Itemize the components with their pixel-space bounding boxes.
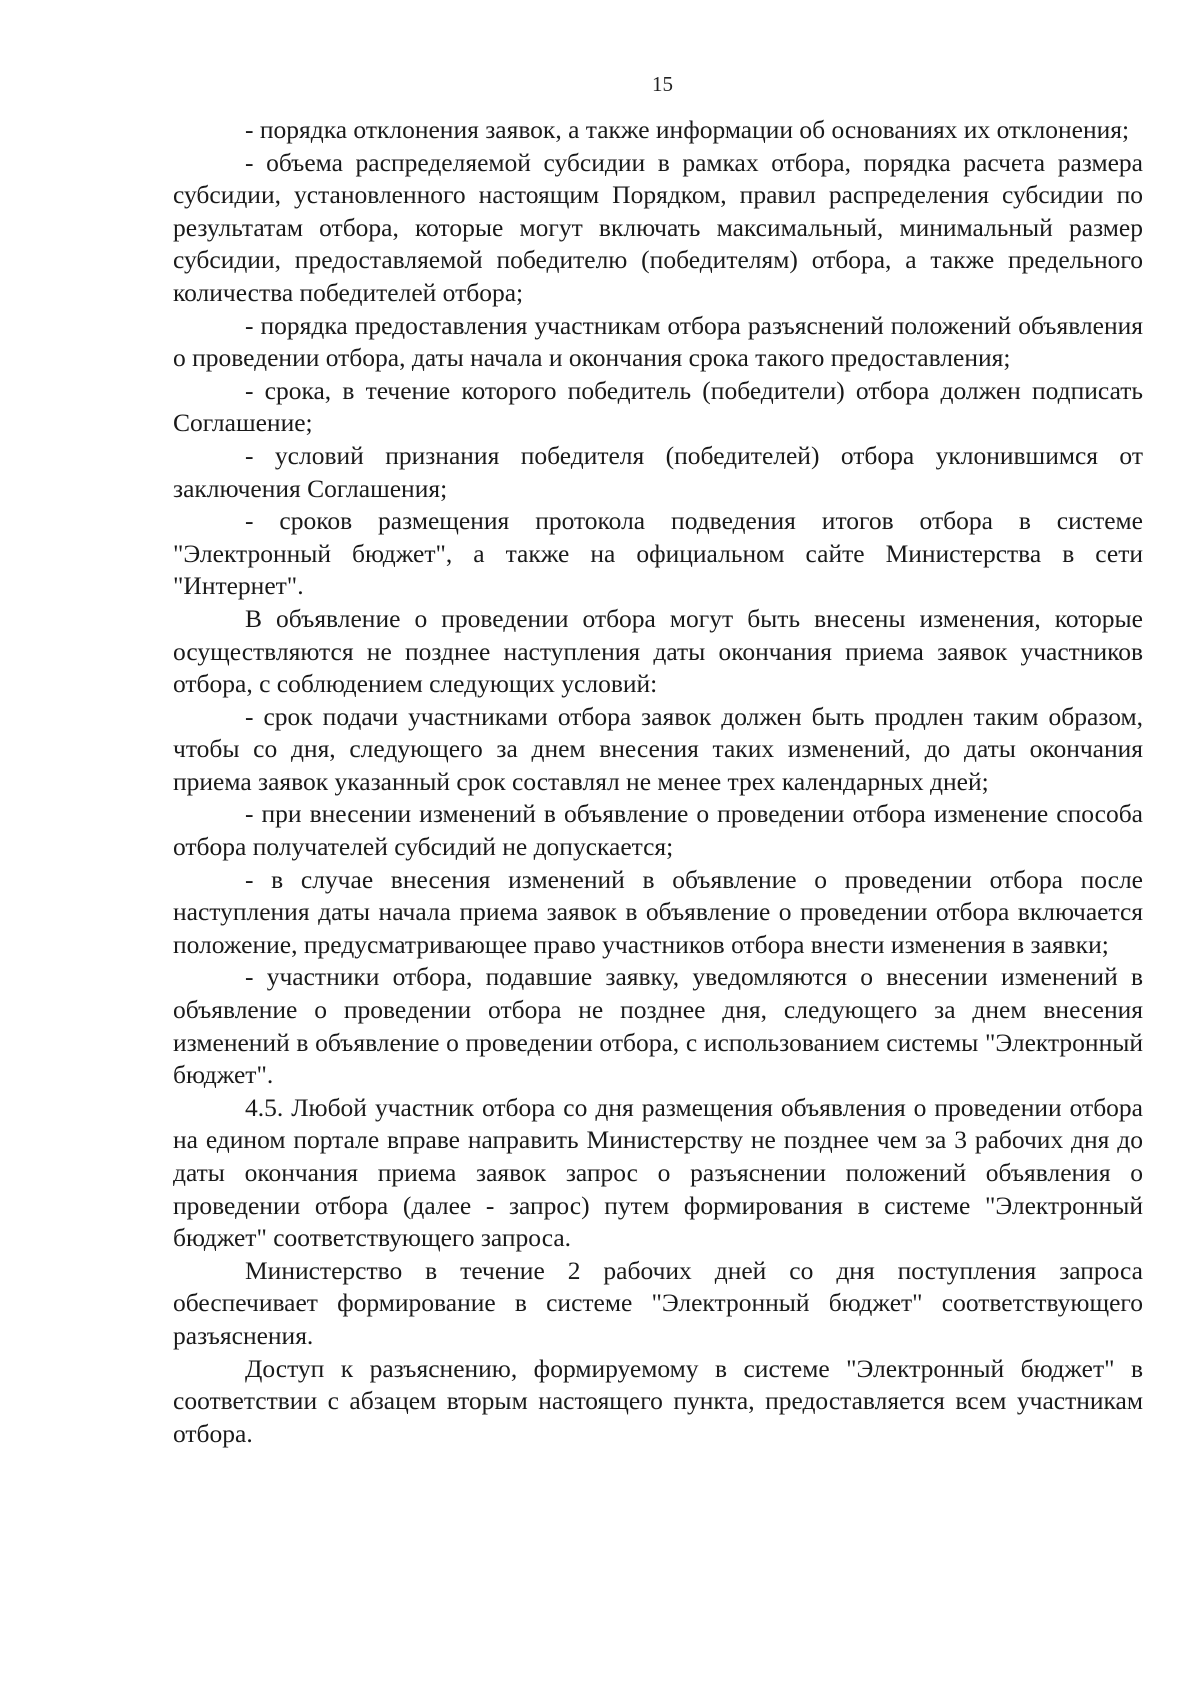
paragraph-clarification-access: Доступ к разъяснению, формируемому в системе "Электронный бюджет" в соответствии с абзацем вторым настоящего пункта, предоставляется всем участникам отбора. <box>173 1353 1143 1448</box>
paragraph-protocol-publication: - сроков размещения протокола подведения итогов отбора в системе "Электронный бюджет", а также на официальном сайте Министерства в сети "Интернет". <box>173 506 1143 601</box>
document-body <box>173 114 1143 1450</box>
page-number: 15 <box>652 72 673 96</box>
paragraph-application-changes: - в случае внесения изменений в объявление о проведении отбора после наступления даты начала приема заявок в объявление о проведении отбора включается положение, предусматривающее право участников отбора внести изменения в заявки; <box>173 864 1143 959</box>
paragraph-ministry-response: Министерство в течение 2 рабочих дней со дня поступления запроса обеспечивает формирование в системе "Электронный бюджет" соответствующего разъяснения. <box>173 1255 1143 1350</box>
paragraph-term-extension: - срок подачи участниками отбора заявок должен быть продлен таким образом, чтобы со дня, следующего за днем внесения таких изменений, до даты окончания приема заявок указанный срок составлял не менее трех календарных дней; <box>173 701 1143 796</box>
paragraph-evasion-conditions: - условий признания победителя (победителей) отбора уклонившимся от заключения Соглашения; <box>173 440 1143 503</box>
paragraph-section-4-5: 4.5. Любой участник отбора со дня размещения объявления о проведении отбора на едином портале вправе направить Министерству не позднее чем за 3 рабочих дня до даты окончания приема заявок запрос о разъяснении положений объявления о проведении отбора (далее - запрос) путем формирования в системе "Электронный бюджет" соответствующего запроса. <box>173 1092 1143 1253</box>
paragraph-announcement-changes: В объявление о проведении отбора могут быть внесены изменения, которые осуществляются не позднее наступления даты окончания приема заявок участников отбора, с соблюдением следующих условий: <box>173 603 1143 699</box>
paragraph-method-change: - при внесении изменений в объявление о проведении отбора изменение способа отбора получателей субсидий не допускается; <box>173 799 1143 862</box>
paragraph-rejection-order: - порядка отклонения заявок, а также информации об основаниях их отклонения; <box>245 115 1130 144</box>
paragraph-participant-notification: - участники отбора, подавшие заявку, уведомляются о внесении изменений в объявление о проведении отбора не позднее дня, следующего за днем внесения изменений в объявление о проведении отбора, с использованием системы "Электронный бюджет". <box>173 962 1143 1090</box>
paragraph-signing-term: - срока, в течение которого победитель (победители) отбора должен подписать Соглашение; <box>173 375 1143 438</box>
paragraph-clarification-order: - порядка предоставления участникам отбора разъяснений положений объявления о проведении отбора, даты начала и окончания срока такого предоставления; <box>173 310 1143 373</box>
paragraph-subsidy-volume: - объема распределяемой субсидии в рамках отбора, порядка расчета размера субсидии, установленного настоящим Порядком, правил распределения субсидии по результатам отбора, которые могут включать максимальный, минимальный размер субсидии, предоставляемой победителю (победителям) отбора, а также предельного количества победителей отбора; <box>173 147 1143 307</box>
